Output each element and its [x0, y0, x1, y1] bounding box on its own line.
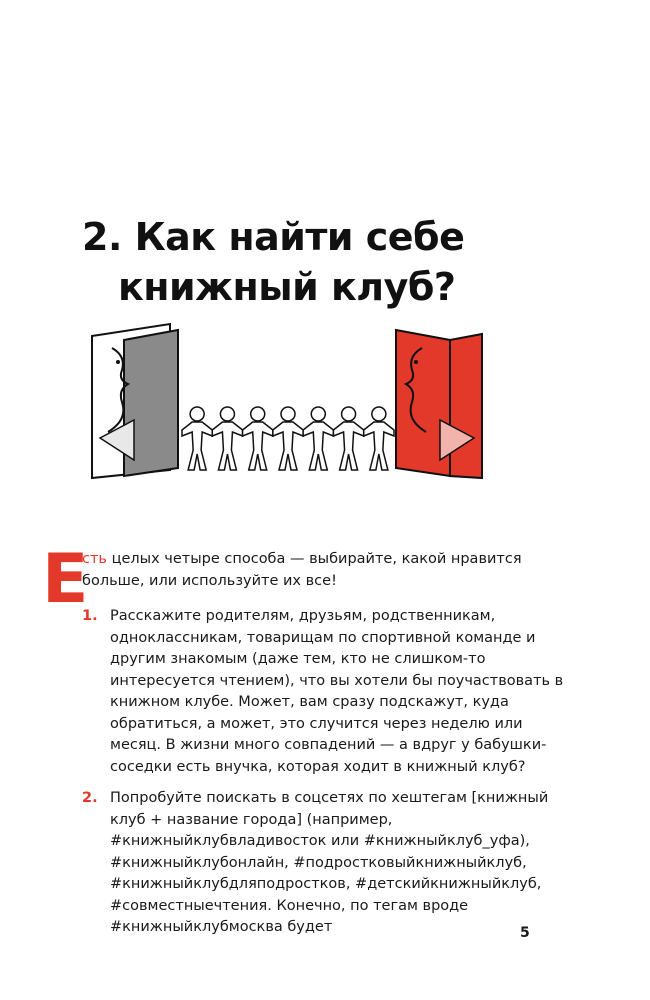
intro-lead: сть [82, 551, 107, 567]
page-number: 5 [520, 925, 530, 941]
list-item-text: Попробуйте поискать в соцсетях по хештегам [книжный клуб + название города] (например, #книжныйклубвладивосток или #книжныйклуб_уфа), #книжныйклубонлайн, #подростковыйкнижныйклуб, #книжныйклубдляподростков, #детскийкнижныйклуб, #совместныечтения. Конечно, по тегам вроде #книжныйклубмосква будет [110, 790, 549, 935]
list-item [82, 606, 572, 778]
drop-cap: Е [42, 540, 89, 619]
paper-figure-icon [212, 407, 242, 470]
chapter-title-line-1: 2. Как найти себе [82, 215, 465, 259]
list-item-text: Расскажите родителям, друзьям, родственникам, одноклассникам, товарищам по спортивной команде и другим знакомым (даже тем, кто не слишком-то интересуется чтением), что вы хотели бы поучаствовать в книжном клубе. Может, вам сразу подскажут, куда обратиться, а может, это случится через неделю или месяц. В жизни много совпадений — а вдруг у бабушки-соседки есть внучка, которая ходит в книжный клуб? [110, 608, 564, 775]
chapter-title [82, 212, 464, 312]
intro-body: целых четыре способа — выбирайте, какой нравится больше, или используйте их все! [82, 551, 522, 589]
chapter-title-line-2: книжный клуб? [118, 265, 456, 309]
paper-people-chain [182, 407, 394, 470]
paper-figure-icon [303, 407, 333, 470]
intro-text [82, 548, 562, 592]
paper-figure-icon [182, 407, 212, 470]
list-item-number: 1. [82, 608, 98, 624]
paper-figure-icon [364, 407, 394, 470]
book-club-illustration [82, 318, 492, 483]
paper-figure-icon [273, 407, 303, 470]
left-book-icon [92, 324, 178, 478]
paper-figure-icon [333, 407, 363, 470]
list-item [82, 788, 572, 939]
list-item-number: 2. [82, 790, 98, 806]
methods-list [82, 606, 572, 949]
paper-figure-icon [243, 407, 273, 470]
right-book-icon [396, 324, 482, 478]
intro-paragraph [42, 540, 562, 619]
